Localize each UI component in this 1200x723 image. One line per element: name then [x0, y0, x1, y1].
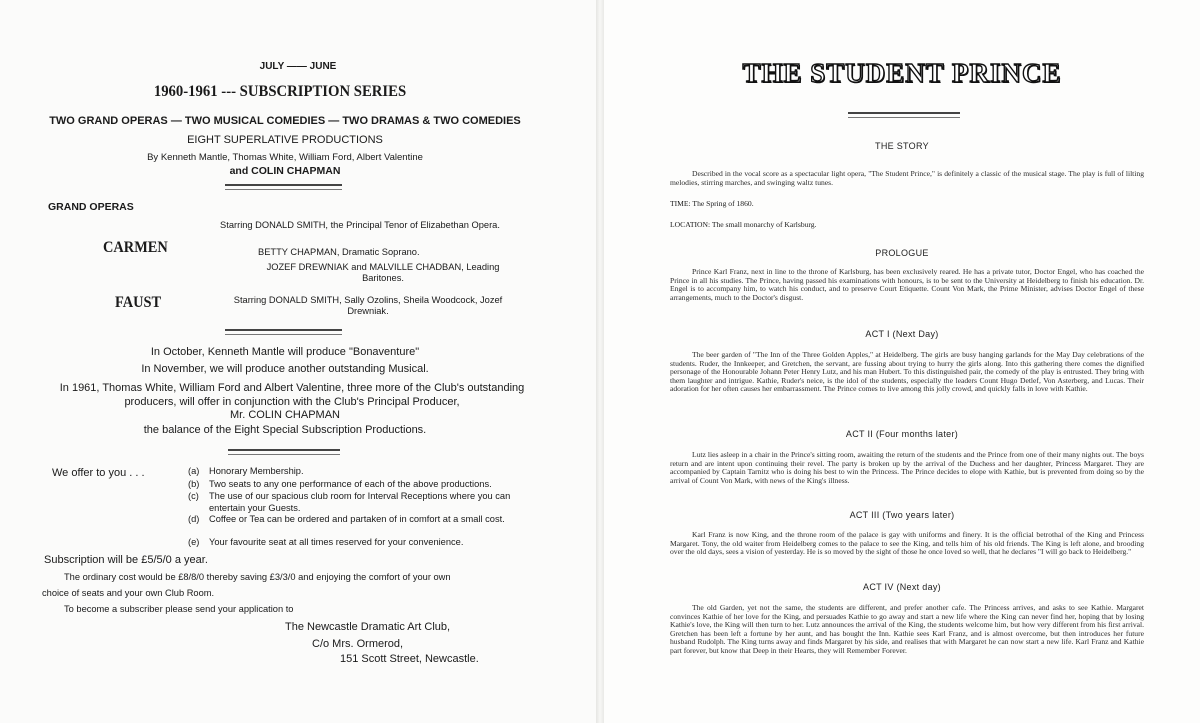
- divider: [225, 329, 342, 335]
- left-page: [0, 0, 596, 723]
- producers-line: By Kenneth Mantle, Thomas White, William Ford, Albert Valentine: [147, 152, 423, 163]
- carmen-cast-2: BETTY CHAPMAN, Dramatic Soprano.: [258, 247, 420, 257]
- story-heading: THE STORY: [875, 141, 929, 151]
- offer-text: The use of our spacious club room for Interval Receptions where you can entertain your Guests.: [209, 491, 511, 513]
- announcement-producer: Mr. COLIN CHAPMAN: [229, 409, 340, 421]
- ordinary-cost-cont: choice of seats and your own Club Room.: [42, 588, 215, 598]
- show-title: THE STUDENT PRINCE: [742, 58, 1062, 88]
- act3-text: Karl Franz is now King, and the throne room of the palace is gay with uniforms and finery. It is the official betrothal of the King and Princess Margaret. Tony, the old waiter from Heidelberg comes to the palace to see the King, and tells him of his old friends. The King is left alone, and brooding over the old days, sees a vision of yesterday. He is so moved by the sight of those he once loved so well, that he declares "I will go back to Heidelberg.": [670, 530, 1144, 557]
- street-address: 151 Scott Street, Newcastle.: [340, 653, 479, 665]
- carmen-cast-3: JOZEF DREWNIAK and MALVILLE CHADBAN, Leading Baritones.: [266, 262, 500, 283]
- divider: [225, 184, 342, 190]
- story-location: LOCATION: The small monarchy of Karlsburg.: [670, 220, 817, 229]
- club-name: The Newcastle Dramatic Art Club,: [285, 621, 451, 633]
- subscriber-instruction: To become a subscriber please send your application to: [64, 604, 294, 614]
- production-categories: TWO GRAND OPERAS — TWO MUSICAL COMEDIES — TWO DRAMAS & TWO COMEDIES: [49, 115, 521, 127]
- offer-text: Your favourite seat at all times reserved for your convenience.: [209, 537, 464, 547]
- carmen-cast-1: Starring DONALD SMITH, the Principal Tenor of Elizabethan Opera.: [220, 220, 500, 230]
- offer-label: (b): [188, 479, 200, 489]
- prologue-text: Prince Karl Franz, next in line to the throne of Karlsburg, has been exclusively reared. He has a private tutor, Doctor Engel, who has coached the Prince in all his studies. The Prince, having passed his examinations with honours, is to be sent to the University at Heidelberg to finish his education. Dr. Engel is to accompany him, to watch his conduct, and to preserve Court Etiquette. Count Von Mark, the Prime Minister, advises Doctor Engel of these arrangements, much to the Doctor's disgust.: [670, 267, 1144, 302]
- carmen-title: CARMEN: [103, 239, 168, 256]
- ordinary-cost: The ordinary cost would be £8/8/0 thereby saving £3/3/0 and enjoying the comfort of your own: [64, 572, 451, 582]
- faust-title: FAUST: [115, 294, 162, 311]
- offer-item: [188, 466, 533, 478]
- offer-intro: We offer to you . . .: [52, 467, 145, 479]
- productions-count: EIGHT SUPERLATIVE PRODUCTIONS: [187, 134, 383, 146]
- story-time: TIME: The Spring of 1860.: [670, 199, 754, 208]
- announcement-october: In October, Kenneth Mantle will produce "Bonaventure": [150, 346, 420, 358]
- principal-producer: and COLIN CHAPMAN: [229, 165, 341, 177]
- offer-item: [188, 537, 533, 549]
- announcement-1961: In 1961, Thomas White, William Ford and Albert Valentine, three more of the Club's outstanding producers, will offer in conjunction with the Club's Principal Producer,: [59, 382, 525, 408]
- offer-label: (d): [188, 514, 200, 524]
- announcement-balance: the balance of the Eight Special Subscription Productions.: [143, 424, 427, 436]
- offer-item: [188, 491, 533, 515]
- offer-label: (e): [188, 537, 200, 547]
- prologue-heading: PROLOGUE: [875, 248, 929, 258]
- act1-heading: ACT I (Next Day): [865, 329, 939, 339]
- offer-text: Coffee or Tea can be ordered and partaken of in comfort at a small cost.: [209, 514, 505, 524]
- offer-text: Two seats to any one performance of each of the above productions.: [209, 479, 492, 489]
- grand-operas-heading: GRAND OPERAS: [48, 201, 134, 213]
- series-title: 1960-1961 --- SUBSCRIPTION SERIES: [153, 83, 407, 100]
- page-gutter: [596, 0, 604, 723]
- offer-text: Honorary Membership.: [209, 466, 304, 476]
- care-of: C/o Mrs. Ormerod,: [312, 638, 404, 650]
- subscription-price: Subscription will be £5/5/0 a year.: [44, 554, 208, 566]
- offer-item: [188, 479, 533, 491]
- act3-heading: ACT III (Two years later): [849, 510, 955, 520]
- announcement-november: In November, we will produce another outstanding Musical.: [141, 363, 429, 375]
- right-page: [604, 0, 1200, 723]
- offer-item: [188, 514, 533, 538]
- act4-heading: ACT IV (Next day): [863, 582, 941, 592]
- season-months: JULY —— JUNE: [259, 61, 337, 72]
- divider: [848, 112, 960, 118]
- act4-text: The old Garden, yet not the same, the students are different, and prefer another cafe. The Princess arrives, and asks to see Kathie. Margaret convinces Kathie of her love for the King, and persuades Kathie to go away and start a new life where the King can never find her, hoping that by losing Kathie's love, the King will then turn to her. Lutz announces the arrival of the King, the students welcome him, but how very different from his first arrival. Gretchen has been left a fortune by her aunt, and has bought the Inn. Kathie sees Karl Franz, and is almost overcome, but then introduces her future husband Rudolph. The King turns away and finds Margaret by his side, and realises that with Margaret he can now start a new life. Karl Franz and Kathie part forever, but know that Deep in their Hearts, they will Remember Forever.: [670, 603, 1144, 655]
- story-intro: Described in the vocal score as a spectacular light opera, "The Student Prince," is definitely a classic of the musical stage. The play is full of lilting melodies, stirring marches, and swinging waltz tunes.: [670, 169, 1144, 187]
- faust-cast: Starring DONALD SMITH, Sally Ozolins, Sheila Woodcock, Jozef Drewniak.: [233, 295, 503, 316]
- act1-text: The beer garden of "The Inn of the Three Golden Apples," at Heidelberg. The girls are busy hanging garlands for the May Day celebrations of the students. Ruder, the Innkeeper, and Gretchen, the servant, are fussing about trying to hurry the girls along. Into this gathering there comes the dignified personage of the Honourable Johann Peter Henry Lutz, and his man Hubert. To this distinguished pair, the comedy of the play is entrusted. They bring with them laughter and intrigue. Kathie, Ruder's neice, is the idol of the students, especially the leaders Count Hugo Detlef, Von Asterberg, and Lucas. Their adoration for her often causes her embarrassment. The Prince comes to live among this jolly crowd, and quickly falls in love with Kathie.: [670, 350, 1144, 394]
- offer-label: (c): [188, 491, 199, 501]
- offer-label: (a): [188, 466, 200, 476]
- divider: [228, 449, 340, 455]
- act2-text: Lutz lies asleep in a chair in the Prince's sitting room, awaiting the return of the students and the Prince from one of their many nights out. The boys return and are intent upon continuing their revel. The party is broken up by the arrival of the Duchess and her daughter, Princess Margaret. They are accompanied by Captain Tarnitz who is doing his best to win the Princess. The Prince decides to elope with Kathie, but is prevented from doing so by the arrival of Count Von Mark, with news of the King's illness.: [670, 450, 1144, 485]
- act2-heading: ACT II (Four months later): [845, 429, 959, 439]
